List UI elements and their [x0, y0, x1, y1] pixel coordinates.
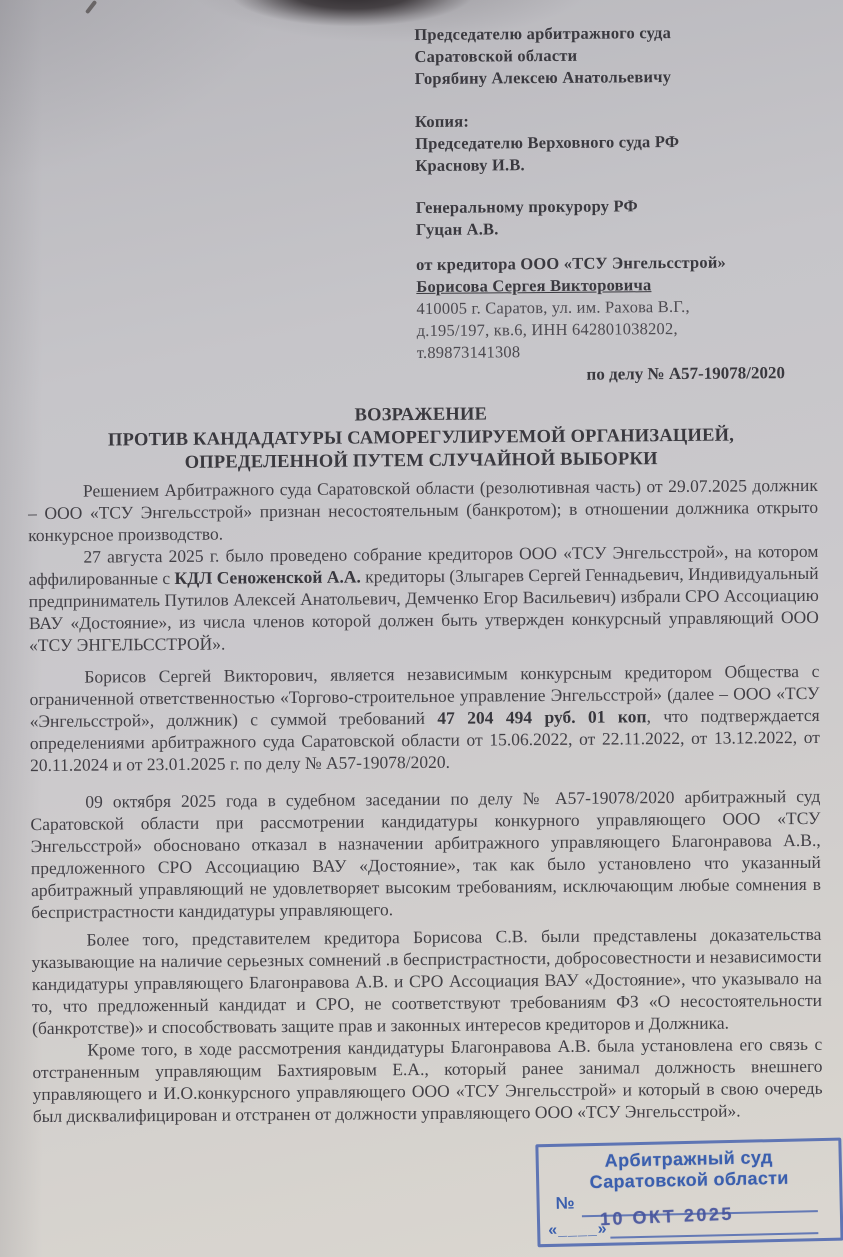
paragraph [31, 923, 822, 1039]
sender-address-line: 410005 г. Саратов, ул. им. Рахова В.Г., [416, 296, 690, 319]
recipient-block [414, 21, 817, 364]
text-run: , что подтверждается определениями арбитражного суда Саратовской области от 15.06.2022, от 22.11.2022, от 13.12.2022, от 20.11.2024 и от 23.01.2025 г. по делу № А57-19078/2020. [29, 704, 820, 776]
recipient-line: Генеральному прокурору РФ [415, 196, 638, 218]
sender-phone: т.89873141308 [416, 342, 521, 363]
recipient-prosecutor [416, 194, 816, 241]
paragraph [32, 1033, 823, 1127]
paragraph [30, 785, 821, 923]
stamp-date-line [610, 1232, 818, 1239]
case-reference: по делу № А57-19078/2020 [586, 363, 786, 384]
body-paragraphs [28, 474, 823, 1127]
title-line: ВОЗРАЖЕНИЕ [354, 404, 488, 426]
recipient-line: Председателю Верховного суда РФ [415, 131, 680, 154]
recipient-line: Горябину Алексею Анатольевичу [414, 67, 672, 89]
stamp-date-quotes: «____» [548, 1220, 608, 1240]
stamp-date: 10 ОКТ 2025 [599, 1203, 735, 1230]
recipient-line: Краснову И.В. [415, 155, 525, 176]
recipient-line: Саратовской области [414, 45, 578, 67]
recipient-to [414, 21, 815, 90]
sender-block [416, 251, 817, 364]
paragraph [28, 540, 819, 656]
recipient-line: Председателю арбитражного суда [414, 23, 672, 45]
court-stamp [535, 1138, 843, 1248]
text-run: 09 октября 2025 года в судебном заседании по делу № А57-19078/2020 арбитражный суд Саратовской области при рассмотрении кандидатуры конкурного управляющего ООО «ТСУ Энгельсстрой» обосновано отказал в назначении арбитражного управляющего Благонравова А.В., предложенного СРО Ассоциацию ВАУ «Достояние», так как было установлено что указанный арбитражный управляющий не удовлетворяет высоким требованиям, исключающим любые сомнения в беспристрастности кандидатуры управляющего. [30, 785, 822, 923]
paragraph [28, 474, 818, 546]
document-title [0, 401, 843, 477]
recipient-line: Гуцан А.В. [415, 219, 499, 240]
stamp-number-label: № [555, 1193, 575, 1213]
text-run: Кроме того, в ходе рассмотрения кандидатуры Благонравова А.В. была установлена его связь с отстраненным управляющим Бахтияровым Е.А., который ранее занимал должность внешнего управляющего и И.О.конкурсного управляющего ООО «ТСУ Энгельсстрой» и который в свою очередь был дисквалифицирован и отстранен от должности управляющего ООО «ТСУ Энгельсстрой». [32, 1033, 823, 1127]
sender-name: Борисова Сергея Викторовича [416, 275, 652, 297]
recipient-copy [415, 108, 816, 177]
stamp-court-name-line: Саратовской области [589, 1167, 789, 1193]
text-run: Решением Арбитражного суда Саратовской области (резолютивная часть) от 29.07.2025 должник – ООО «ТСУ Энгельсстрой» признан несостоятельным (банкротом); в отношении должника открыто конкурсное производство. [27, 474, 819, 546]
sender-line: от кредитора ООО «ТСУ Энгельсстрой» [416, 252, 727, 275]
text-run: кредиторы (Злыгарев Сергей Геннадьевич, Индивидуальный предприниматель Путилов Алексей Анатольевич, Демченко Егор Васильевич) избрали СРО Ассоциацию ВАУ «Достояние», из числа членов которой должен быть утвержден конкурсный управляющий ООО «ТСУ ЭНГЕЛЬССТРОЙ». [28, 562, 819, 656]
sender-address-line: д.195/197, кв.6, ИНН 642801038202, [416, 318, 678, 341]
stamp-court-name-line: Арбитражный суд [604, 1147, 773, 1171]
paragraph [29, 660, 820, 776]
text-run: 27 августа 2025 г. было проведено собрание кредиторов ООО «ТСУ Энгельсстрой», на котором аффилированные с [28, 540, 819, 590]
title-line: ПРОТИВ КАНДАДАТУРЫ САМОРЕГУЛИРУЕМОЙ ОРГАНИЗАЦИЕЙ, [107, 425, 735, 451]
text-run: Более того, представителем кредитора Борисова С.В. были представлены доказательства указывающие на наличие серьезных сомнений .в беспристрастности, добросовестности и независимости кандидатуры управляющего Благонравова А.В. и СРО Ассоциация ВАУ «Достояние», что указывало на то, что предложенный кандидат и СРО, не соответствуют требованиям ФЗ «О несостоятельности (банкротстве)» и способствовать защите прав и законных интересов кредиторов и Должника. [31, 923, 822, 1039]
copy-label: Копия: [414, 111, 470, 132]
title-line: ОПРЕДЕЛЕННОЙ ПУТЕМ СЛУЧАЙНОЙ ВЫБОРКИ [184, 449, 658, 473]
pen-mark [85, 0, 97, 14]
bold-run: 47 204 494 руб. 01 коп [437, 706, 647, 728]
bold-run: КДЛ Сеноженской А.А. [174, 566, 361, 588]
text-run: Борисов Сергей Викторович, является независимым конкурсным кредитором Общества с ограниченной ответственностью «Торгово-строительное управление Энгельсстрой» (далее – ООО «ТСУ «Энгельсстрой», должник) с суммой требований [29, 660, 820, 732]
